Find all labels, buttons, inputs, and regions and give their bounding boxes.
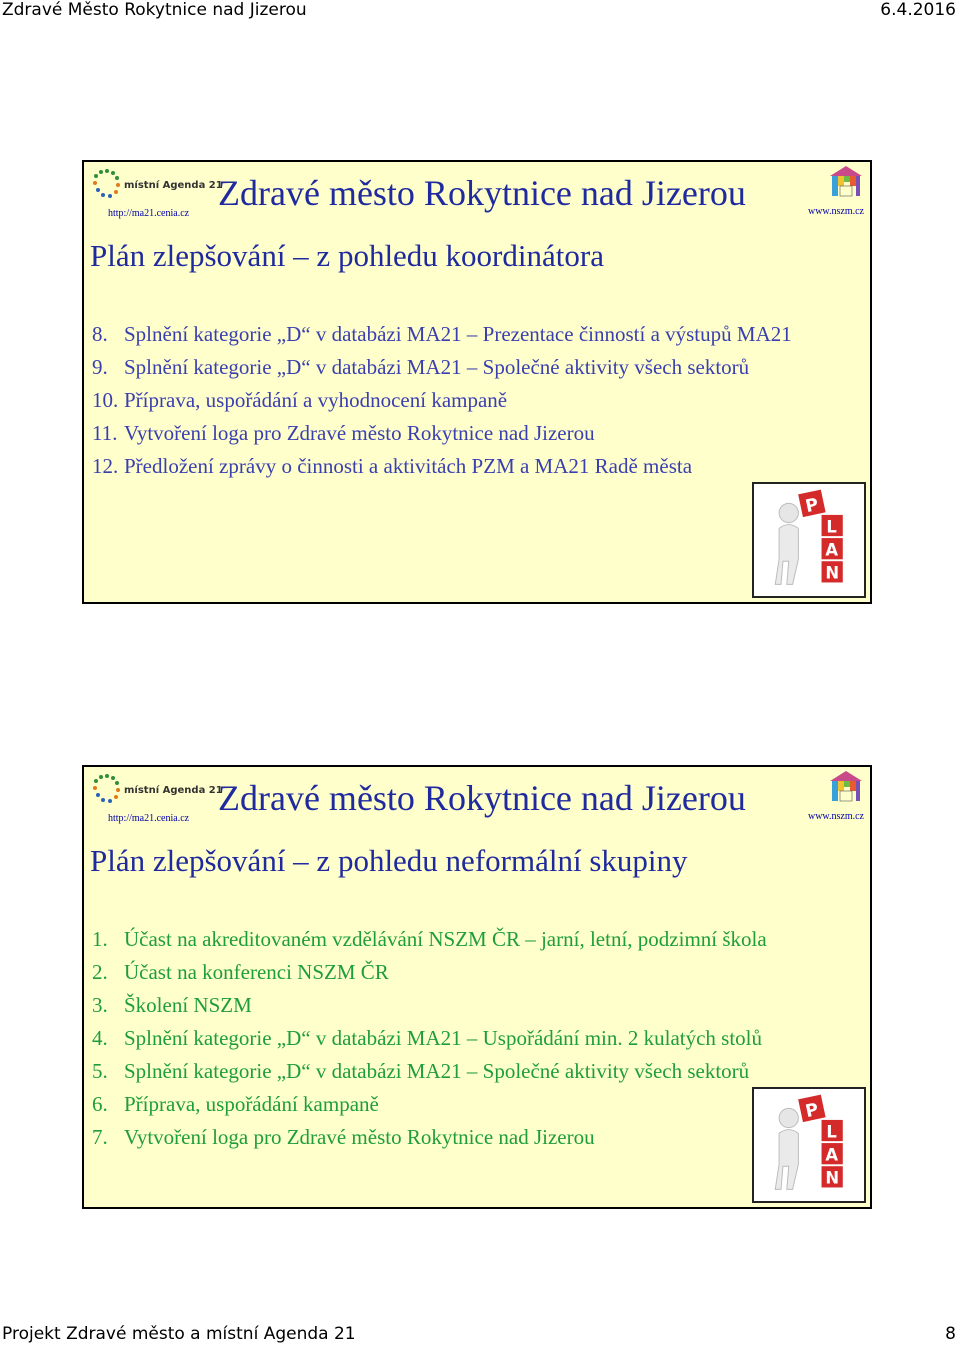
list-item: 7. Vytvoření loga pro Zdravé město Rokytnice nad Jizerou (92, 1125, 595, 1149)
item-list (92, 923, 767, 1154)
ma21-url[interactable]: http://ma21.cenia.cz (108, 208, 190, 219)
svg-text:A: A (825, 540, 839, 560)
list-item: 1. Účast na akreditovaném vzdělávání NSZM ČR – jarní, letní, podzimní škola (92, 927, 767, 951)
plan-illustration (752, 1087, 866, 1203)
nszm-url[interactable]: www.nszm.cz (807, 811, 864, 822)
list-item: 9. Splnění kategorie „D“ v databázi MA21 – Společné aktivity všech sektorů (92, 355, 750, 379)
svg-text:L: L (826, 517, 837, 537)
slide-subtitle: Plán zlepšování – z pohledu neformální skupiny (90, 843, 688, 878)
svg-text:místní Agenda 21: místní Agenda 21 (124, 180, 223, 191)
list-item: 3. Školení NSZM (92, 993, 252, 1017)
slide-title: Zdravé město Rokytnice nad Jizerou (218, 778, 746, 818)
list-item: 2. Účast na konferenci NSZM ČR (92, 960, 389, 984)
svg-text:L: L (826, 1122, 837, 1142)
slide-subtitle: Plán zlepšování – z pohledu koordinátora (90, 238, 604, 273)
plan-cubes-icon (754, 484, 864, 596)
nszm-logo (826, 164, 866, 198)
list-item: 11. Vytvoření loga pro Zdravé město Rokytnice nad Jizerou (92, 421, 595, 445)
ma21-url[interactable]: http://ma21.cenia.cz (108, 813, 190, 824)
svg-text:A: A (825, 1145, 839, 1165)
svg-text:N: N (825, 1168, 840, 1188)
svg-text:P: P (803, 1099, 821, 1123)
plan-illustration (752, 482, 866, 598)
svg-text:místní Agenda 21: místní Agenda 21 (124, 785, 223, 796)
footer-project: Projekt Zdravé město a místní Agenda 21 (2, 1324, 356, 1344)
slide-coordinator (82, 160, 872, 604)
list-item: 12. Předložení zprávy o činnosti a aktivitách PZM a MA21 Radě města (92, 454, 693, 478)
svg-text:P: P (803, 494, 821, 518)
list-item: 10. Příprava, uspořádání a vyhodnocení kampaně (92, 388, 508, 412)
list-item: 5. Splnění kategorie „D“ v databázi MA21 – Společné aktivity všech sektorů (92, 1059, 750, 1083)
slide-title: Zdravé město Rokytnice nad Jizerou (218, 173, 746, 213)
list-item: 4. Splnění kategorie „D“ v databázi MA21 – Uspořádání min. 2 kulatých stolů (92, 1026, 763, 1050)
list-item: 6. Příprava, uspořádání kampaně (92, 1092, 379, 1116)
page-number: 8 (945, 1324, 956, 1344)
item-list (92, 318, 792, 483)
svg-text:N: N (825, 563, 840, 583)
slide-informal-group (82, 765, 872, 1209)
plan-cubes-icon (754, 1089, 864, 1201)
ma21-logo (90, 771, 223, 807)
page-footer (0, 1324, 960, 1350)
page-header (0, 0, 960, 26)
nszm-url[interactable]: www.nszm.cz (807, 206, 864, 217)
ma21-logo (90, 166, 223, 202)
header-title: Zdravé Město Rokytnice nad Jizerou (2, 0, 307, 20)
nszm-logo (826, 769, 866, 803)
list-item: 8. Splnění kategorie „D“ v databázi MA21 – Prezentace činností a výstupů MA21 (92, 322, 792, 346)
header-date: 6.4.2016 (880, 0, 956, 20)
